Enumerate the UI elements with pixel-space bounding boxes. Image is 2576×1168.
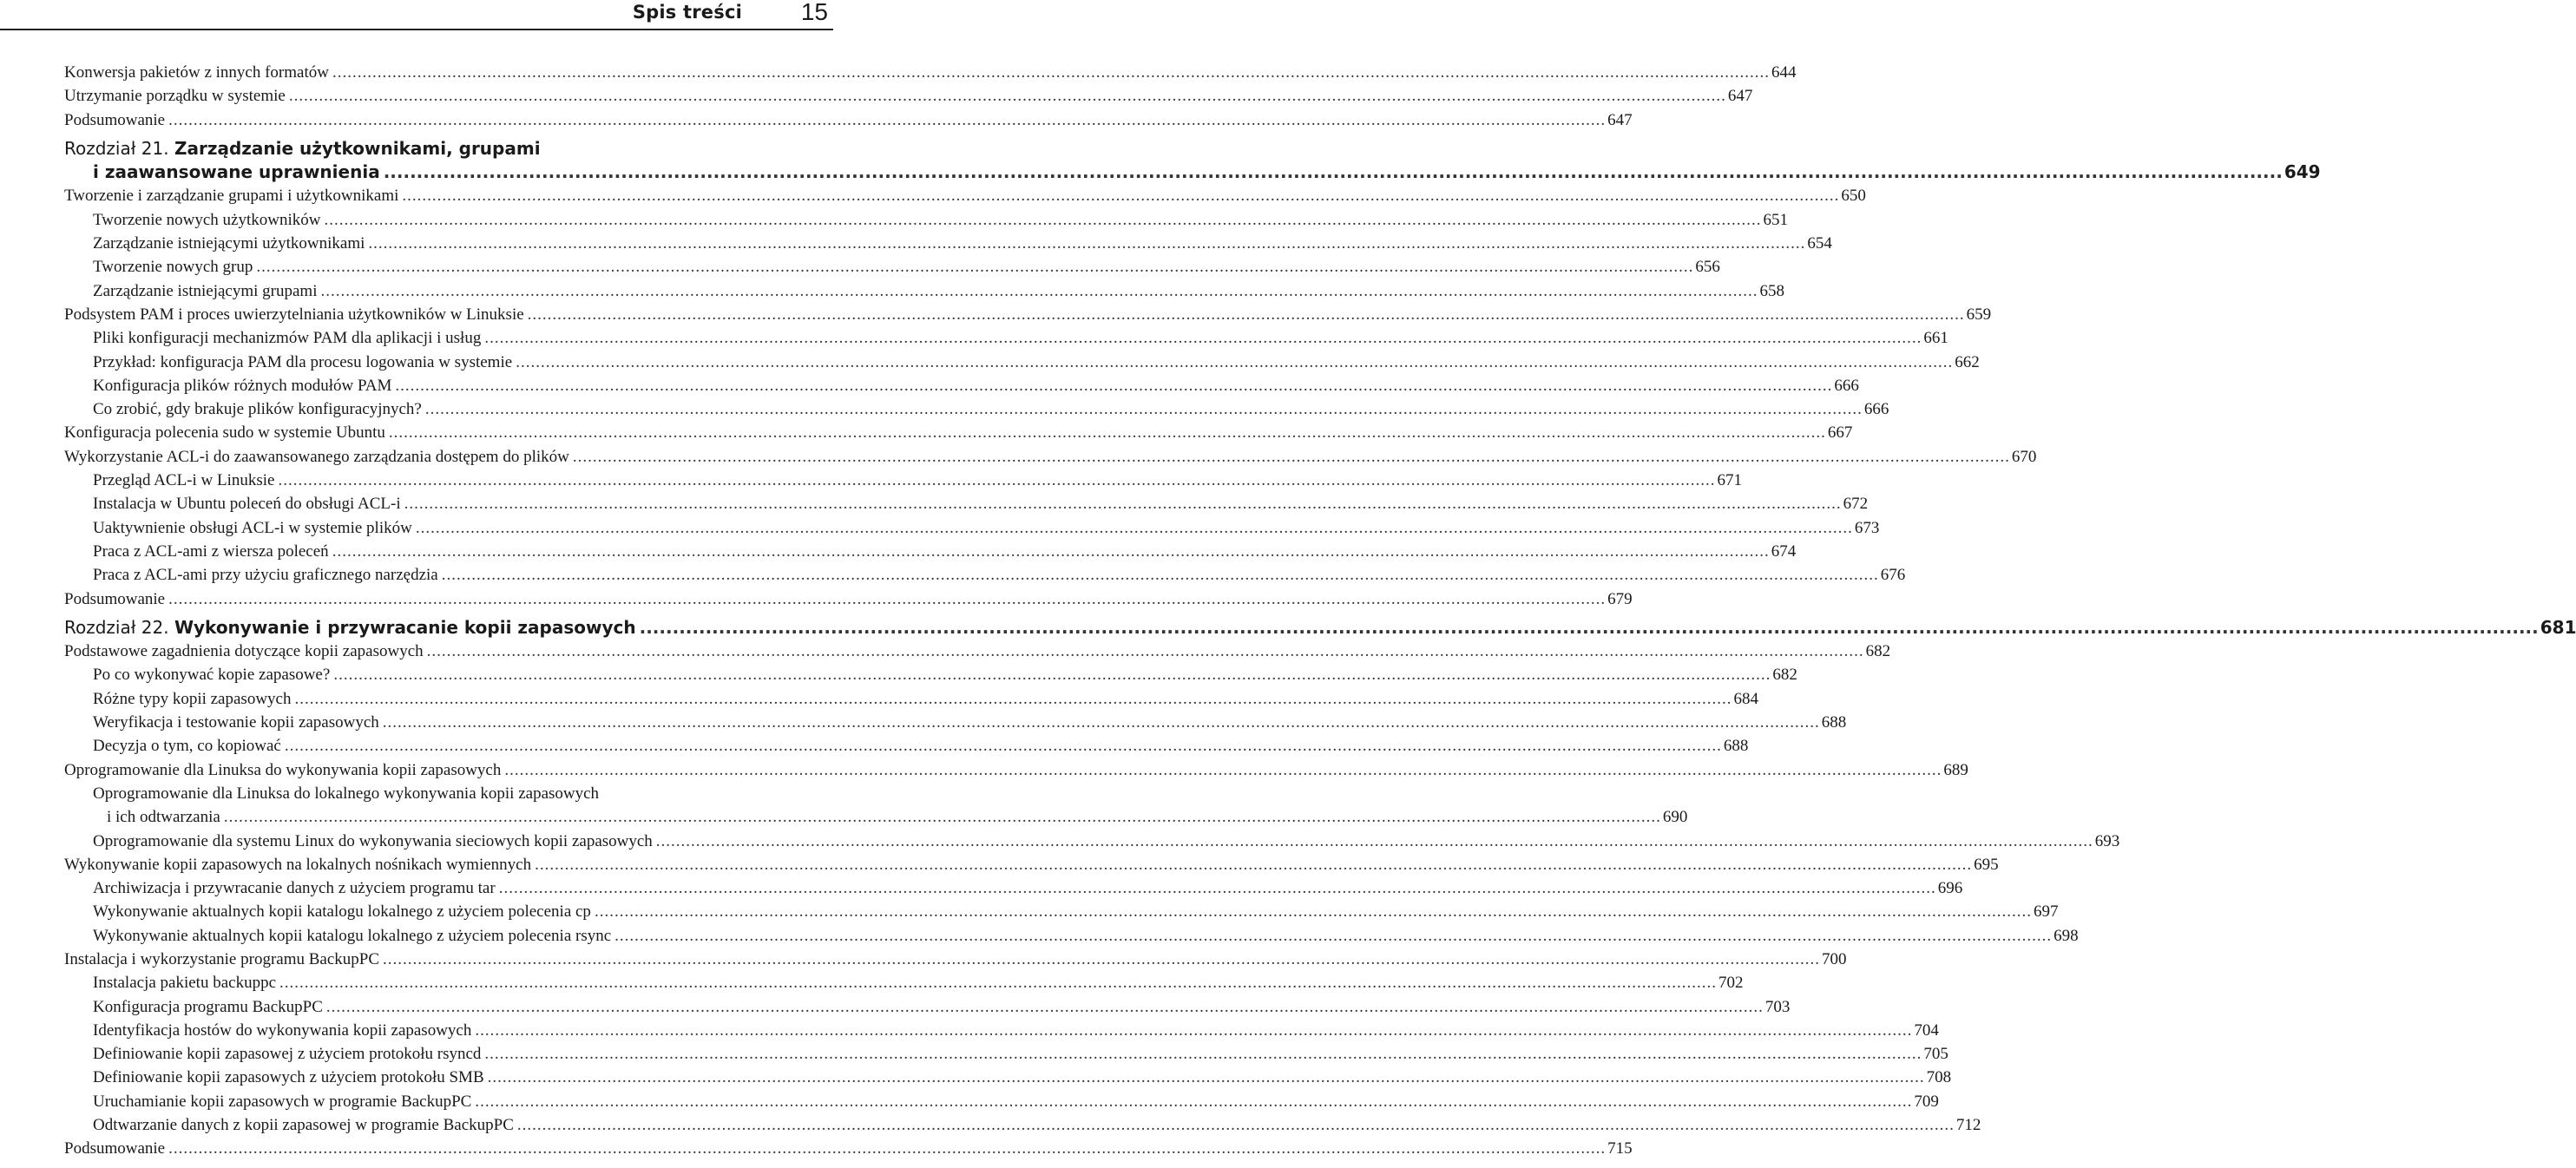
running-title: Spis treści	[632, 2, 742, 23]
entry-title: Odtwarzanie danych z kopii zapasowej w programie BackupPC	[93, 1116, 514, 1135]
page-number-ref: 708	[1926, 1068, 1952, 1087]
entry-title: Podsumowanie	[64, 589, 166, 608]
toc-entry	[64, 108, 1633, 132]
entry-title: Praca z ACL-ami przy użyciu graficznego narzędzia	[93, 566, 438, 585]
toc-chapter-heading-continued	[64, 161, 2321, 184]
page-number-ref: 647	[1607, 110, 1633, 129]
toc-entry	[64, 587, 1633, 611]
toc-entry	[64, 663, 1797, 686]
entry-title: Wykonywanie aktualnych kopii katalogu lokalnego z użyciem polecenia rsync	[93, 926, 612, 945]
chapter-title-line	[64, 137, 541, 161]
page-number-ref: 705	[1923, 1045, 1948, 1064]
dot-leader	[276, 971, 1718, 994]
dot-leader	[569, 445, 2012, 469]
page-number-ref: 684	[1733, 689, 1758, 708]
dot-leader	[591, 900, 2034, 923]
dot-leader	[391, 374, 1834, 397]
dot-leader	[379, 948, 1822, 971]
toc-entry	[64, 469, 1742, 492]
entry-title: Instalacja pakietu backuppc	[93, 974, 277, 993]
dot-leader	[329, 61, 1771, 84]
entry-title: Instalacja w Ubuntu poleceń do obsługi ACL-i	[93, 495, 401, 514]
dot-leader	[365, 232, 1807, 255]
entry-title: Oprogramowanie dla Linuksa do lokalnego wykonywania kopii zapasowych	[93, 784, 600, 803]
entry-title: Identyfikacja hostów do wykonywania kopii zapasowych	[93, 1020, 472, 1040]
page-number-ref: 644	[1771, 63, 1797, 82]
entry-title: Weryfikacja i testowanie kopii zapasowych	[93, 713, 379, 732]
entry-title: Definiowanie kopii zapasowej z użyciem protokołu rsyncd	[93, 1045, 482, 1064]
toc-entry	[64, 853, 1999, 876]
dot-leader	[438, 563, 1881, 587]
chapter-label: Rozdział 22.	[64, 616, 169, 638]
toc-entry	[64, 1090, 1939, 1113]
entry-title: Tworzenie i zarządzanie grupami i użytkownikami	[64, 187, 399, 206]
entry-title: Przegląd ACL-i w Linuksie	[93, 471, 275, 490]
dot-leader	[385, 421, 1828, 444]
dot-leader	[275, 469, 1718, 492]
dot-leader	[524, 303, 1967, 326]
entry-title: Wykonywanie kopii zapasowych na lokalnych nośnikach wymiennych	[64, 855, 532, 874]
dot-leader	[512, 351, 1955, 374]
dot-leader	[253, 255, 1695, 279]
entry-title: Utrzymanie porządku w systemie	[64, 87, 286, 106]
toc-entry	[64, 540, 1797, 563]
entry-title: Wykonywanie aktualnych kopii katalogu lokalnego z użyciem polecenia cp	[93, 902, 591, 922]
page-number-ref: 681	[2540, 616, 2576, 638]
table-of-contents	[64, 61, 2576, 1161]
page-number-ref: 658	[1759, 281, 1784, 300]
page-number-ref: 676	[1880, 566, 1906, 585]
dot-leader	[330, 663, 1772, 686]
dot-leader	[323, 995, 1765, 1019]
entry-title: Definiowanie kopii zapasowych z użyciem protokołu SMB	[93, 1068, 484, 1087]
page-number-ref: 700	[1822, 949, 1847, 968]
dot-leader	[481, 326, 1923, 350]
page-number-ref: 689	[1943, 760, 1968, 779]
dot-leader	[611, 924, 2054, 948]
toc-entry	[64, 208, 1788, 232]
page-number-ref: 656	[1695, 258, 1720, 277]
toc-entry	[64, 351, 1980, 374]
entry-title: Konfiguracja programu BackupPC	[93, 997, 323, 1016]
dot-leader	[496, 876, 1938, 900]
dot-leader	[422, 397, 1864, 421]
page-number-ref: 679	[1607, 589, 1633, 608]
dot-leader	[321, 208, 1764, 232]
dot-leader	[412, 516, 1855, 540]
entry-title: Podsumowanie	[64, 1139, 166, 1158]
dot-leader	[471, 1019, 1914, 1042]
dot-leader	[165, 108, 1607, 132]
toc-entry	[64, 971, 1744, 994]
toc-entry	[64, 326, 1948, 350]
toc-entry	[64, 1137, 1633, 1160]
page-number-ref: 673	[1854, 518, 1880, 537]
toc-entry	[64, 995, 1791, 1019]
toc-entry	[64, 734, 1749, 758]
entry-title: Podsumowanie	[64, 110, 166, 129]
toc-entry	[64, 758, 1968, 782]
toc-entry	[64, 184, 1866, 207]
entry-title: Archiwizacja i przywracanie danych z użyciem programu tar	[93, 879, 496, 898]
entry-title: Uaktywnienie obsługi ACL-i w systemie plików	[93, 518, 412, 537]
toc-chapter-heading	[64, 137, 828, 161]
toc-entry	[64, 876, 1963, 900]
entry-title: Konfiguracja polecenia sudo w systemie Ubuntu	[64, 423, 385, 443]
toc-entry	[64, 640, 1891, 663]
dot-leader	[329, 540, 1771, 563]
entry-title: Instalacja i wykorzystanie programu BackupPC	[64, 949, 380, 968]
toc-entry	[64, 397, 1889, 421]
dot-leader	[471, 1090, 1914, 1113]
page-number-ref: 654	[1807, 234, 1832, 253]
page-number-ref: 704	[1914, 1020, 1939, 1040]
dot-leader	[220, 805, 1663, 829]
dot-leader	[379, 711, 1822, 734]
page-number: 15	[800, 0, 828, 25]
toc-entry	[64, 924, 2079, 948]
toc-entry	[64, 516, 1880, 540]
entry-title: Różne typy kopii zapasowych	[93, 689, 292, 708]
toc-entry	[64, 492, 1869, 515]
dot-leader	[165, 1137, 1607, 1160]
toc-entry	[64, 279, 1784, 303]
entry-title: Konfiguracja plików różnych modułów PAM	[93, 376, 392, 395]
page-number-ref: 670	[2011, 447, 2037, 466]
toc-entry	[64, 900, 2059, 923]
chapter-title: Zarządzanie użytkownikami, grupami	[174, 137, 541, 159]
page-number-ref: 666	[1834, 376, 1859, 395]
page-number-ref: 702	[1718, 974, 1744, 993]
toc-entry	[64, 255, 1720, 279]
toc-entry	[64, 232, 1832, 255]
entry-title: Oprogramowanie dla systemu Linux do wykonywania sieciowych kopii zapasowych	[93, 831, 653, 850]
toc-entry	[64, 1019, 1939, 1042]
page-number-ref: 671	[1717, 471, 1742, 490]
page-number-ref: 715	[1607, 1139, 1633, 1158]
page-number-ref: 696	[1937, 879, 1963, 898]
dot-leader	[281, 734, 1724, 758]
page-number-ref: 672	[1843, 495, 1869, 514]
page-number-ref: 695	[1974, 855, 1999, 874]
chapter-title: i zaawansowane uprawnienia	[93, 161, 380, 183]
page-number-ref: 697	[2033, 902, 2059, 922]
toc-entry	[64, 61, 1797, 84]
toc-entry	[64, 1113, 1981, 1137]
page-number-ref: 659	[1966, 305, 1992, 324]
page-number-ref: 650	[1841, 187, 1866, 206]
toc-entry	[64, 374, 1859, 397]
entry-title: Podstawowe zagadnienia dotyczące kopii zapasowych	[64, 642, 424, 661]
page-number-ref: 712	[1955, 1116, 1981, 1135]
chapter-label: Rozdział 21.	[64, 137, 169, 159]
toc-entry-continued	[64, 805, 1688, 829]
page-number-ref: 662	[1955, 352, 1980, 371]
dot-leader	[531, 853, 1974, 876]
page-number-ref: 647	[1727, 87, 1753, 106]
page-number-ref: 666	[1863, 400, 1889, 419]
dot-leader	[424, 640, 1866, 663]
dot-leader	[653, 830, 2095, 853]
dot-leader	[286, 84, 1728, 108]
toc-entry	[64, 421, 1853, 444]
toc-entry	[64, 1042, 1948, 1066]
page-number-ref: 693	[2094, 831, 2120, 850]
dot-leader	[318, 279, 1760, 303]
toc-entry	[64, 687, 1758, 711]
page-number-ref: 688	[1723, 737, 1749, 756]
toc-chapter-heading	[64, 616, 2576, 640]
dot-leader	[481, 1042, 1923, 1066]
entry-title: Praca z ACL-ami z wiersza poleceń	[93, 541, 329, 561]
entry-title: i ich odtwarzania	[107, 808, 220, 827]
entry-title: Pliki konfiguracji mechanizmów PAM dla aplikacji i usług	[93, 329, 482, 348]
dot-leader	[291, 687, 1733, 711]
dot-leader	[484, 1066, 1927, 1089]
toc-entry	[64, 563, 1906, 587]
page-number-ref: 661	[1923, 329, 1948, 348]
header-rule	[0, 29, 833, 30]
dot-leader	[514, 1113, 1956, 1137]
dot-leader	[398, 184, 1841, 207]
entry-title: Tworzenie nowych grup	[93, 258, 253, 277]
page-number-ref: 698	[2054, 926, 2079, 945]
dot-leader	[401, 492, 1843, 515]
entry-title: Decyzja o tym, co kopiować	[93, 737, 281, 756]
chapter-title: Wykonywanie i przywracanie kopii zapasowych	[174, 616, 636, 638]
entry-title: Podsystem PAM i proces uwierzytelniania użytkowników w Linuksie	[64, 305, 524, 324]
toc-entry	[64, 84, 1753, 108]
page-number-ref: 709	[1914, 1092, 1939, 1111]
toc-entry	[64, 1066, 1952, 1089]
toc-entry	[64, 711, 1847, 734]
entry-title: Po co wykonywać kopie zapasowe?	[93, 666, 331, 685]
page-number-ref: 649	[2284, 161, 2321, 183]
page-number-ref: 682	[1772, 666, 1797, 685]
page-number-ref: 682	[1865, 642, 1891, 661]
page-number-ref: 703	[1764, 997, 1791, 1016]
page-header	[0, 0, 833, 30]
entry-title: Tworzenie nowych użytkowników	[93, 210, 321, 229]
toc-entry	[64, 782, 828, 805]
toc-entry	[64, 303, 1992, 326]
entry-title: Co zrobić, gdy brakuje plików konfiguracyjnych?	[93, 400, 422, 419]
entry-title: Oprogramowanie dla Linuksa do wykonywania kopii zapasowych	[64, 760, 502, 779]
chapter-title-line	[64, 616, 636, 640]
entry-title: Przykład: konfiguracja PAM dla procesu logowania w systemie	[93, 352, 513, 371]
entry-title: Wykorzystanie ACL-i do zaawansowanego zarządzania dostępem do plików	[64, 447, 569, 466]
toc-entry	[64, 445, 2037, 469]
page-number-ref: 688	[1821, 713, 1847, 732]
dot-leader	[380, 161, 2284, 184]
entry-title: Uruchamianie kopii zapasowych w programie BackupPC	[93, 1092, 472, 1111]
dot-leader	[636, 616, 2540, 640]
dot-leader	[501, 758, 1943, 782]
toc-entry	[64, 830, 2120, 853]
page-number-ref: 651	[1763, 210, 1788, 229]
page-number-ref: 667	[1827, 423, 1853, 443]
toc-entry	[64, 948, 1847, 971]
entry-title: Zarządzanie istniejącymi grupami	[93, 281, 318, 300]
entry-title: Zarządzanie istniejącymi użytkownikami	[93, 234, 365, 253]
page-number-ref: 690	[1662, 808, 1688, 827]
dot-leader	[165, 587, 1607, 611]
page-number-ref: 674	[1771, 541, 1797, 561]
entry-title: Konwersja pakietów z innych formatów	[64, 63, 329, 82]
